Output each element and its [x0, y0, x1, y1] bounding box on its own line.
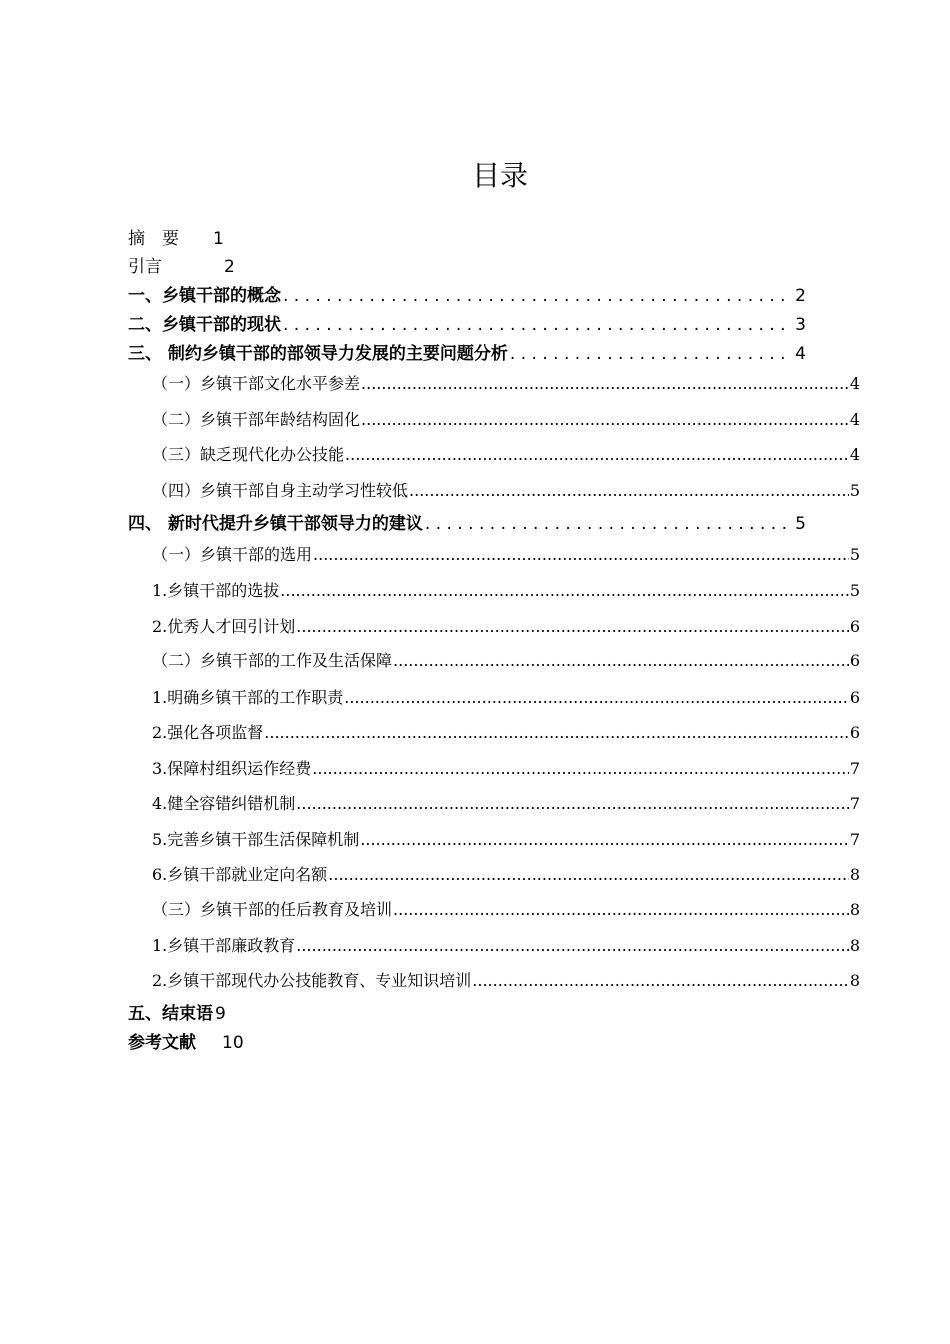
toc-leader	[409, 479, 849, 503]
toc-entry-4-2-2[interactable]	[152, 721, 860, 745]
toc-leader	[361, 372, 849, 396]
toc-entry-label: 摘 要	[128, 229, 179, 249]
toc-leader	[360, 828, 849, 852]
toc-leader	[425, 512, 791, 536]
toc-leader	[393, 649, 849, 673]
toc-leader	[313, 543, 849, 567]
toc-entry-4-2-5[interactable]	[152, 828, 860, 852]
toc-leader	[328, 863, 849, 887]
toc-entry-label: 2.强化各项监督	[152, 723, 264, 742]
toc-entry-4-2-4[interactable]	[152, 792, 860, 816]
toc-entry-introduction[interactable]	[128, 255, 235, 279]
toc-entry-page: 7	[849, 759, 860, 778]
toc-entry-page: 2	[795, 286, 806, 306]
toc-entry-label: 3.保障村组织运作经费	[152, 759, 312, 778]
toc-entry-4-2[interactable]	[152, 649, 860, 673]
toc-entry-4-3-1[interactable]	[152, 934, 860, 958]
toc-leader	[344, 686, 849, 710]
toc-entry-page: 5	[849, 481, 860, 500]
toc-entry-label: （四）乡镇干部自身主动学习性较低	[152, 481, 409, 500]
toc-entry-4-1-2[interactable]	[152, 615, 860, 639]
toc-entry-page: 7	[849, 830, 860, 849]
toc-entry-page: 6	[849, 688, 860, 707]
toc-entry-section-4[interactable]	[128, 512, 806, 536]
toc-entry-page: 6	[849, 617, 860, 636]
toc-entry-4-1[interactable]	[152, 543, 860, 567]
toc-entry-page: 4	[795, 344, 806, 364]
toc-entry-label: （一）乡镇干部文化水平参差	[152, 374, 361, 393]
toc-leader	[283, 284, 791, 308]
toc-entry-page: 1	[213, 229, 224, 249]
toc-entry-page: 5	[849, 581, 860, 600]
toc-leader	[345, 443, 849, 467]
toc-entry-page: 5	[849, 545, 860, 564]
toc-entry-3-1[interactable]	[152, 372, 860, 396]
toc-entry-label: 1.明确乡镇干部的工作职责	[152, 688, 344, 707]
toc-entry-4-3-2[interactable]	[152, 969, 860, 993]
toc-leader	[296, 792, 849, 816]
toc-leader	[296, 615, 849, 639]
toc-entry-section-1[interactable]	[128, 284, 806, 308]
toc-entry-references[interactable]	[128, 1031, 244, 1055]
toc-entry-4-2-3[interactable]	[152, 757, 860, 781]
toc-entry-label: 三、 制约乡镇干部的部领导力发展的主要问题分析	[128, 344, 508, 364]
toc-entry-page: 10	[222, 1033, 244, 1053]
toc-leader	[280, 579, 849, 603]
toc-entry-page: 7	[849, 794, 860, 813]
toc-entry-section-5[interactable]	[128, 1002, 226, 1026]
toc-entry-label: 一、乡镇干部的概念	[128, 286, 281, 306]
toc-entry-page: 9	[215, 1004, 226, 1024]
toc-entry-page: 8	[849, 900, 860, 919]
toc-entry-label: （二）乡镇干部的工作及生活保障	[152, 651, 393, 670]
toc-entry-label: （二）乡镇干部年龄结构固化	[152, 410, 361, 429]
toc-leader	[472, 969, 849, 993]
toc-entry-page: 8	[849, 971, 860, 990]
toc-entry-page: 8	[849, 936, 860, 955]
toc-entry-page: 6	[849, 723, 860, 742]
toc-entry-label: （一）乡镇干部的选用	[152, 545, 313, 564]
toc-entry-page: 5	[795, 514, 806, 534]
toc-entry-label: 5.完善乡镇干部生活保障机制	[152, 830, 360, 849]
toc-entry-label: （三）缺乏现代化办公技能	[152, 445, 345, 464]
toc-entry-4-2-6[interactable]	[152, 863, 860, 887]
toc-entry-page: 8	[849, 865, 860, 884]
toc-entry-page: 4	[849, 445, 860, 464]
toc-entry-label: 引言	[128, 257, 162, 277]
toc-entry-4-1-1[interactable]	[152, 579, 860, 603]
toc-leader	[264, 721, 849, 745]
toc-leader	[312, 757, 849, 781]
toc-leader	[393, 898, 849, 922]
toc-entry-label: 6.乡镇干部就业定向名额	[152, 865, 328, 884]
toc-entry-section-3[interactable]	[128, 342, 806, 366]
toc-entry-4-2-1[interactable]	[152, 686, 860, 710]
toc-entry-3-2[interactable]	[152, 408, 860, 432]
toc-leader	[510, 342, 791, 366]
toc-entry-label: （三）乡镇干部的任后教育及培训	[152, 900, 393, 919]
toc-entry-label: 2.乡镇干部现代办公技能教育、专业知识培训	[152, 971, 472, 990]
toc-entry-label: 二、乡镇干部的现状	[128, 315, 281, 335]
toc-leader	[296, 934, 849, 958]
toc-entry-label: 1.乡镇干部廉政教育	[152, 936, 296, 955]
toc-entry-abstract[interactable]	[128, 227, 224, 251]
toc-entry-label: 2.优秀人才回引计划	[152, 617, 296, 636]
toc-entry-page: 2	[224, 257, 235, 277]
toc-entry-label: 参考文献	[128, 1033, 196, 1053]
toc-entry-label: 1.乡镇干部的选拔	[152, 581, 280, 600]
toc-entry-label: 4.健全容错纠错机制	[152, 794, 296, 813]
document-title: 目录	[471, 159, 528, 192]
toc-entry-page: 4	[849, 410, 860, 429]
toc-leader	[361, 408, 849, 432]
toc-entry-page: 6	[849, 651, 860, 670]
toc-entry-label: 五、结束语	[128, 1004, 213, 1024]
toc-entry-section-2[interactable]	[128, 313, 806, 337]
toc-entry-3-4[interactable]	[152, 479, 860, 503]
toc-entry-label: 四、 新时代提升乡镇干部领导力的建议	[128, 514, 423, 534]
toc-entry-4-3[interactable]	[152, 898, 860, 922]
toc-leader	[283, 313, 791, 337]
toc-entry-page: 4	[849, 374, 860, 393]
toc-entry-3-3[interactable]	[152, 443, 860, 467]
toc-entry-page: 3	[795, 315, 806, 335]
